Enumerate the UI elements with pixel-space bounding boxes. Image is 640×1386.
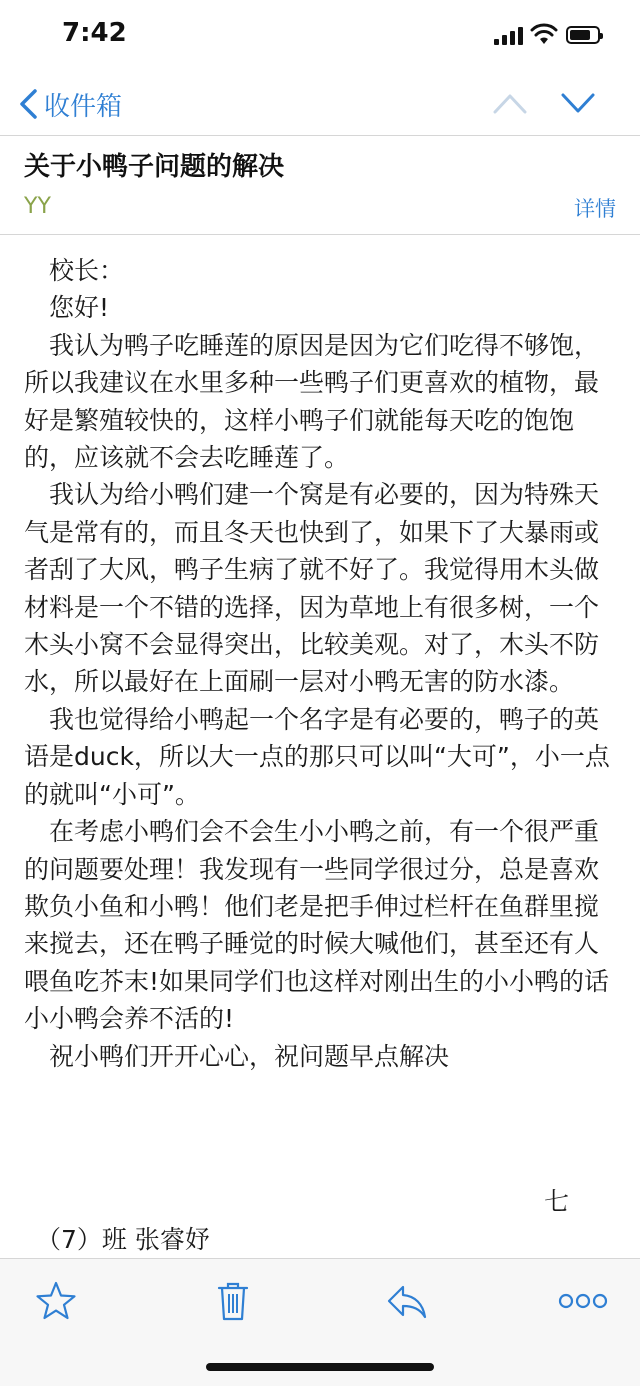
trash-icon <box>211 1279 255 1323</box>
status-bar <box>0 0 640 70</box>
body-paragraph: 祝小鸭们开开心心，祝问题早点解决 <box>49 1041 450 1071</box>
back-label: 收件箱 <box>44 91 123 122</box>
more-button[interactable] <box>558 1279 608 1323</box>
body-paragraph: 我认为鸭子吃睡莲的原因是因为它们吃得不够饱，所以我建议在水里多种一些鸭子们更喜欢的植物，最好是繁殖较快的，这样小鸭子们就能每天吃的饱饱的，应该就不会去吃睡莲了。 <box>24 330 600 473</box>
status-time: 7:42 <box>62 18 127 48</box>
previous-message-button[interactable] <box>492 88 528 118</box>
signature-name: （7）班 张睿妤 <box>36 1225 210 1254</box>
signal-icon <box>494 27 524 45</box>
details-link[interactable]: 详情 <box>574 197 616 221</box>
next-message-button[interactable] <box>560 88 596 118</box>
nav-bar <box>0 72 640 134</box>
nav-divider <box>0 135 640 136</box>
back-button[interactable] <box>18 84 122 124</box>
home-indicator[interactable] <box>206 1363 434 1371</box>
body-paragraph: 我也觉得给小鸭起一个名字是有必要的，鸭子的英语是duck，所以大一点的那只可以叫“大可”，小一点的就叫“小可”。 <box>24 704 610 809</box>
message-subject: 关于小鸭子问题的解决 <box>24 152 285 182</box>
flag-button[interactable] <box>34 1279 78 1323</box>
body-paragraph: 校长： <box>49 256 125 285</box>
wifi-icon <box>530 22 558 46</box>
signature-grade: 七 <box>544 1187 570 1216</box>
battery-icon <box>566 26 600 44</box>
more-icon <box>558 1279 608 1323</box>
star-icon <box>34 1279 78 1323</box>
bottom-toolbar <box>0 1258 640 1386</box>
body-paragraph: 您好! <box>49 293 110 323</box>
message-sender[interactable]: YY <box>24 194 51 219</box>
reply-icon <box>385 1279 429 1323</box>
chevron-left-icon <box>18 88 38 120</box>
body-paragraph: 在考虑小鸭们会不会生小小鸭之前，有一个很严重的问题要处理！我发现有一些同学很过分，总是喜欢欺负小鱼和小鸭！他们老是把手伸过栏杆在鱼群里搅来搅去，还在鸭子睡觉的时候大喊他们，甚至还有人喂鱼吃芥末!如果同学们也这样对刚出生的小小鸭的话小小鸭会养不活的! <box>24 817 610 1034</box>
message-body <box>24 252 618 1075</box>
battery-level <box>570 30 590 40</box>
trash-button[interactable] <box>211 1279 255 1323</box>
reply-button[interactable] <box>385 1279 429 1323</box>
header-divider <box>0 234 640 235</box>
body-paragraph: 我认为给小鸭们建一个窝是有必要的，因为特殊天气是常有的，而且冬天也快到了，如果下了大暴雨或者刮了大风，鸭子生病了就不好了。我觉得用木头做材料是一个不错的选择，因为草地上有很多树，一个木头小窝不会显得突出，比较美观。对了，木头不防水，所以最好在上面刷一层对小鸭无害的防水漆。 <box>24 480 600 697</box>
